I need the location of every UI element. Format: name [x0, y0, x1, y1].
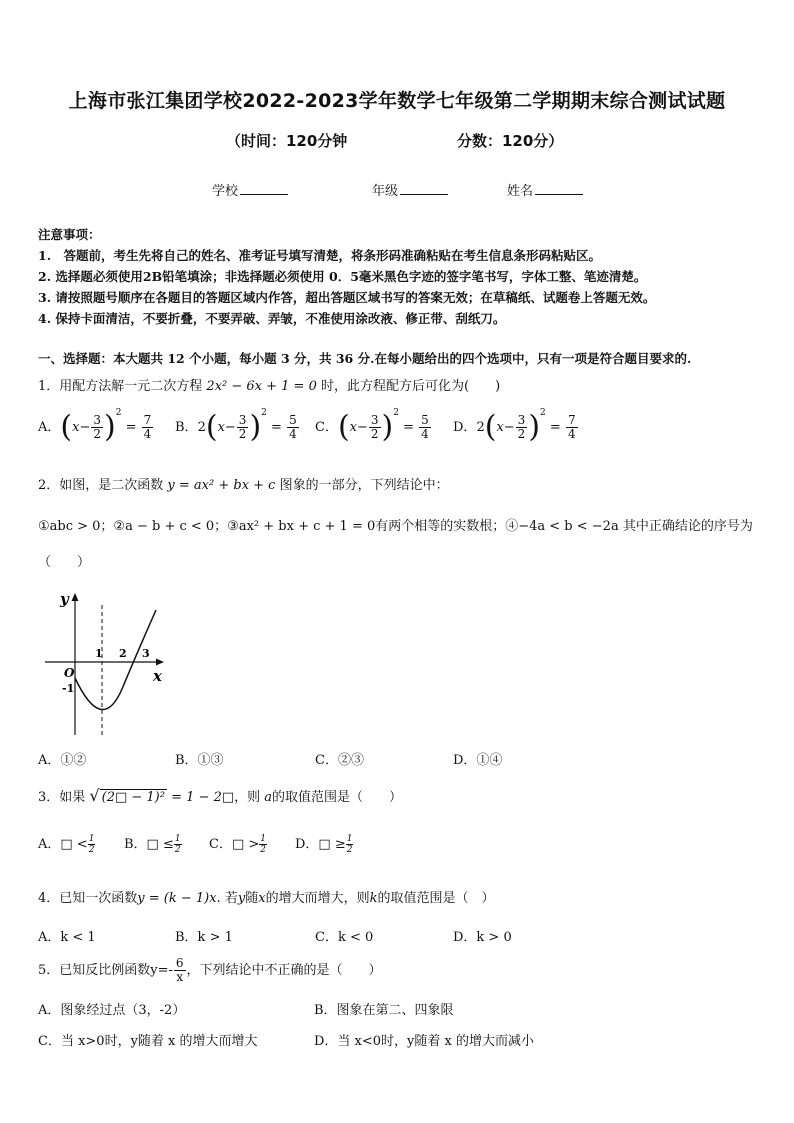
equals-sign: = [545, 420, 565, 435]
option-fraction: $\frac{3}{2}$ [238, 413, 247, 441]
q4-option-c[interactable]: C．k < 0 [315, 930, 374, 945]
question-1-stem [38, 375, 500, 394]
notes-block [38, 224, 655, 329]
school-field [212, 180, 288, 199]
q3-radical: √ (2□ − 1)² [89, 786, 165, 805]
name-field [507, 180, 583, 199]
equals-sign: = [266, 420, 287, 435]
q1-option-a[interactable] [38, 408, 154, 443]
option-var: x− [349, 420, 368, 435]
q1-option-b[interactable] [175, 408, 300, 443]
option-fraction: $\frac{1}{2}$ [88, 834, 95, 855]
question-2-conclusions [38, 515, 753, 534]
q4-text-b: . 若 [216, 891, 238, 906]
q2-option-c[interactable]: C．②③ [315, 753, 364, 768]
q4-text-e: 的取值范围是（ ） [377, 891, 495, 906]
option-exponent: 2 [540, 408, 546, 418]
q3-option-c[interactable] [209, 833, 267, 855]
q4-option-a[interactable]: A．k < 1 [38, 930, 96, 945]
q5-denominator: x [176, 970, 184, 984]
x-axis-label: x [153, 667, 162, 685]
y-axis-label: y [60, 590, 69, 608]
option-label: A． [38, 420, 61, 435]
grade-label: 年级 [372, 184, 399, 199]
name-blank [535, 182, 583, 195]
q2-function: y = ax² + bx + c [167, 478, 276, 493]
exam-score: 分数：120分） [457, 132, 564, 150]
option-rhs-fraction: $\frac{5}{4}$ [421, 413, 429, 441]
option-fraction: $\frac{1}{2}$ [260, 834, 266, 855]
tick-1: 1 [95, 647, 103, 660]
q4-x: x [258, 891, 266, 906]
right-paren: ) [381, 409, 394, 445]
grade-blank [400, 182, 448, 195]
option-fraction: $\frac{3}{2}$ [370, 413, 379, 441]
tick-minus-1: -1 [62, 682, 75, 695]
q4-option-d[interactable]: D．k > 0 [453, 930, 512, 945]
question-5-stem [38, 957, 382, 984]
q1-equation: 2x² − 6x + 1 = 0 [206, 379, 317, 394]
q2-option-a[interactable]: A．①② [38, 753, 87, 768]
parabola-graph [40, 585, 175, 740]
option-label: D． [453, 420, 477, 435]
option-coef: 2 [476, 420, 485, 435]
option-rhs-fraction: $\frac{5}{4}$ [289, 413, 297, 441]
q1-option-c[interactable] [315, 408, 432, 443]
notes-heading: 注意事项： [38, 227, 101, 242]
q2-option-b[interactable]: B．①③ [175, 753, 224, 768]
note-item: 1. 答题前，考生先将自己的姓名、准考证号填写清楚，将条形码准确粘贴在考生信息条形码粘贴区。 [38, 248, 602, 263]
q4-y: y [237, 891, 246, 906]
option-coef: 2 [197, 420, 206, 435]
q4-k: k [369, 891, 378, 906]
q2-text-tail: 图象的一部分，下列结论中： [279, 478, 449, 493]
note-item: 4. 保持卡面清洁，不要折叠，不要弄破、弄皱，不准使用涂改液、修正带、刮纸刀。 [38, 311, 506, 326]
note-item: 3. 请按照题号顺序在各题目的答题区域内作答，超出答题区域书写的答案无效；在草稿纸、试题卷上答题无效。 [38, 290, 656, 305]
option-rhs-fraction: $\frac{7}{4}$ [567, 413, 576, 441]
page-title: 上海市张江集团学校2022-2023学年数学七年级第二学期期末综合测试试题 [68, 90, 726, 112]
option-label: A．□ < [38, 837, 88, 852]
option-label: C． [315, 420, 338, 435]
school-blank [240, 182, 288, 195]
question-3-stem [38, 786, 402, 805]
option-fraction: $\frac{1}{2}$ [174, 834, 181, 855]
q3-rhs: = 1 − 2□ [171, 790, 235, 805]
option-var: x− [496, 420, 515, 435]
q1-option-d[interactable] [453, 408, 579, 443]
q5-option-b[interactable]: B．图象在第二、四象限 [314, 1003, 454, 1018]
q3-option-d[interactable] [295, 833, 353, 855]
q2-conclusions-tail: 其中正确结论的序号为 [618, 519, 753, 534]
q1-text-tail: 时，此方程配方后可化为( ) [321, 379, 501, 394]
q1-text: 1．用配方法解一元二次方程 [38, 379, 203, 394]
q4-text: 4．已知一次函数 [38, 891, 138, 906]
left-paren: ( [205, 409, 218, 445]
equals-sign: = [121, 420, 141, 435]
q4-text-c: 随 [245, 891, 259, 906]
q3-variable: a [264, 790, 273, 805]
q3-option-b[interactable] [124, 833, 182, 855]
option-label: D．□ ≥ [295, 837, 346, 852]
origin-label: O [64, 666, 75, 680]
section-heading: 一、选择题：本大题共 12 个小题，每小题 3 分，共 36 分.在每小题给出的四个选项中，只有一项是符合题目要求的. [38, 351, 692, 366]
q5-text-tail: ，下列结论中不正确的是（ ） [186, 963, 382, 978]
option-fraction: $\frac{3}{2}$ [517, 413, 526, 441]
option-var: x− [72, 420, 91, 435]
question-2-stem [38, 474, 449, 493]
q4-text-d: 的增大而增大，则 [265, 891, 370, 906]
q5-fraction [174, 957, 186, 984]
tick-2: 2 [119, 647, 127, 660]
question-2-paren: （ ） [38, 555, 91, 570]
q2-option-d[interactable]: D．①④ [453, 753, 503, 768]
grade-field [372, 180, 448, 199]
option-fraction: $\frac{1}{2}$ [346, 834, 353, 855]
x-axis-arrow [156, 659, 164, 666]
note-item: 2. 选择题必须使用2B铅笔填涂；非选择题必须使用 0．5毫米黑色字迹的签字笔书写，字体工整、笔迹清楚。 [38, 269, 647, 284]
option-var: x− [217, 420, 236, 435]
q3-option-a[interactable] [38, 833, 95, 855]
option-label: C．□ > [209, 837, 260, 852]
y-axis-arrow [72, 593, 79, 601]
option-exponent: 2 [393, 408, 399, 418]
right-paren: ) [528, 409, 541, 445]
q5-text: 5．已知反比例函数y=- [38, 963, 173, 978]
name-label: 姓名 [507, 184, 534, 199]
q3-radicand: (2□ − 1)² [101, 790, 165, 805]
right-paren: ) [249, 409, 262, 445]
q5-option-d[interactable]: D．当 x<0时，y随着 x 的增大而减小 [314, 1034, 534, 1049]
left-paren: ( [60, 409, 73, 445]
left-paren: ( [484, 409, 497, 445]
q3-text-mid: ，则 [234, 790, 261, 805]
q5-option-a[interactable]: A．图象经过点（3，-2） [38, 1003, 186, 1018]
school-label: 学校 [212, 184, 239, 199]
left-paren: ( [337, 409, 350, 445]
equals-sign: = [399, 420, 419, 435]
q2-conclusions: ①abc > 0；②a − b + c < 0；③ax² + bx + c + 1 = 0有两个相等的实数根；④−4a < b < −2a [38, 519, 619, 534]
option-fraction: $\frac{3}{2}$ [93, 413, 101, 441]
tick-3: 3 [142, 647, 150, 660]
right-paren: ) [103, 409, 116, 445]
q4-option-b[interactable]: B．k > 1 [175, 930, 233, 945]
q5-option-c[interactable]: C．当 x>0时，y随着 x 的增大而增大 [38, 1034, 258, 1049]
question-4-stem [38, 887, 494, 906]
option-exponent: 2 [115, 408, 122, 418]
q5-numerator: 6 [175, 956, 184, 970]
q3-text: 3．如果 [38, 790, 86, 805]
option-exponent: 2 [261, 408, 267, 418]
q3-text-tail: 的取值范围是（ ） [272, 790, 403, 805]
option-label: B． [175, 420, 198, 435]
q2-text: 2．如图，是二次函数 [38, 478, 164, 493]
exam-time: （时间：120分钟 [226, 132, 348, 150]
q4-function: y = (k − 1)x [137, 891, 217, 906]
option-label: B．□ ≤ [124, 837, 174, 852]
option-rhs-fraction: $\frac{7}{4}$ [143, 413, 152, 441]
